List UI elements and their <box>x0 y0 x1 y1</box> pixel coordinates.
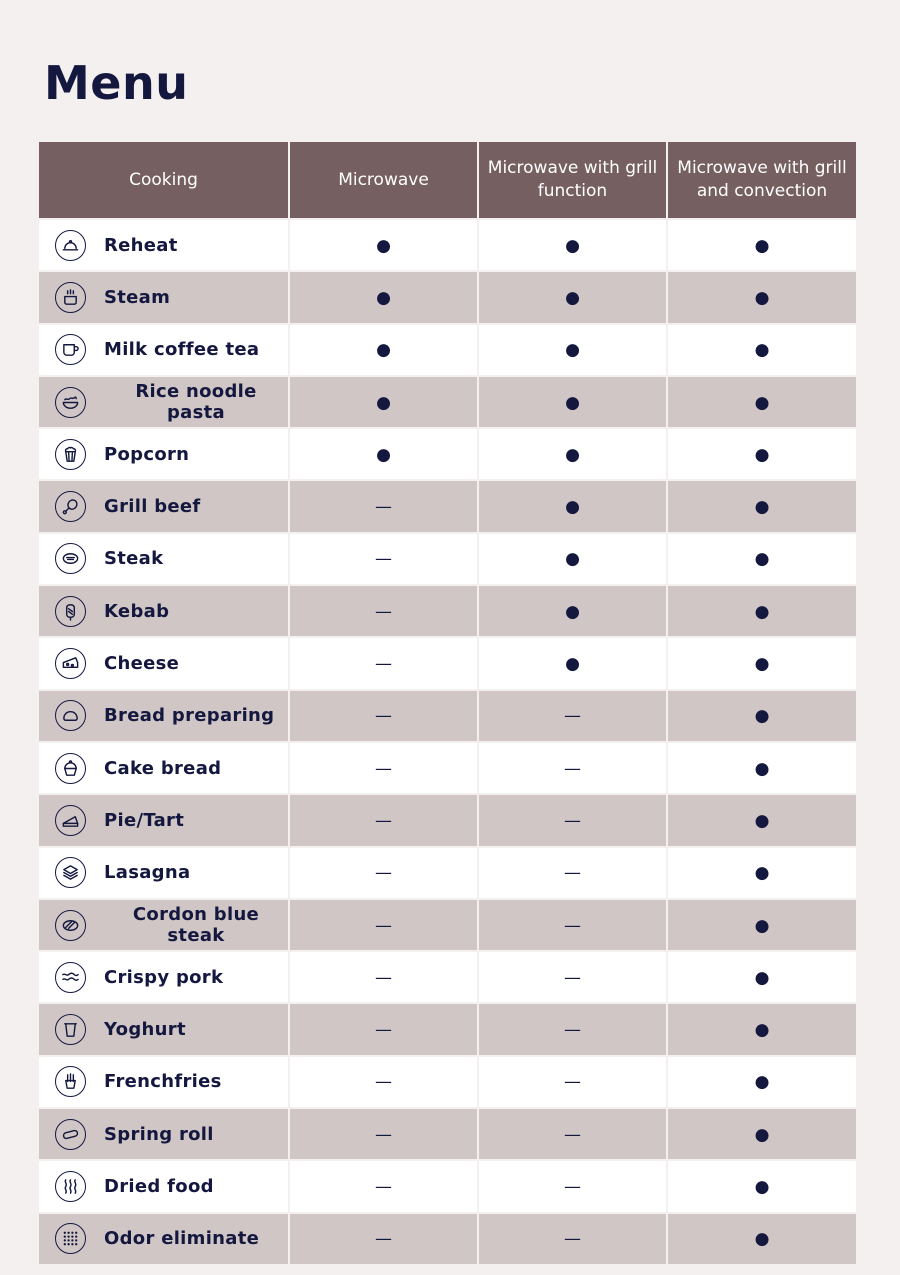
header-cooking: Cooking <box>39 142 289 219</box>
microwave-cell <box>289 1056 478 1108</box>
cooking-label: Crispy pork <box>104 966 224 988</box>
table-row <box>39 690 856 742</box>
convection-cell <box>667 376 856 428</box>
availability-mark: ● <box>754 706 770 727</box>
fries-icon <box>55 1066 86 1097</box>
kebab-icon <box>55 596 86 627</box>
convection-cell <box>667 637 856 689</box>
cooking-label: Spring roll <box>104 1123 214 1145</box>
cooking-label: Frenchfries <box>104 1071 222 1093</box>
availability-mark: — <box>375 1072 392 1093</box>
cooking-menu-table <box>39 142 856 1264</box>
cooking-cell <box>39 324 289 376</box>
steak-icon <box>55 543 86 574</box>
cupcake-icon <box>55 753 86 784</box>
microwave-cell <box>289 637 478 689</box>
grill-cell <box>478 533 667 585</box>
table-row <box>39 951 856 1003</box>
availability-mark: — <box>564 1176 581 1197</box>
availability-mark: ● <box>565 340 580 361</box>
page-title: Menu <box>44 56 189 110</box>
availability-mark: ● <box>376 444 391 465</box>
availability-mark: — <box>564 758 581 779</box>
popcorn-icon <box>55 439 86 470</box>
cheese-icon <box>55 648 86 679</box>
availability-mark: ● <box>565 497 580 518</box>
grill-cell <box>478 1108 667 1160</box>
cooking-label: Steak <box>104 548 164 570</box>
cooking-label: Bread preparing <box>104 705 275 727</box>
availability-mark: ● <box>565 392 580 413</box>
bread-icon <box>55 700 86 731</box>
convection-cell <box>667 899 856 951</box>
cooking-label: Grill beef <box>104 496 201 518</box>
availability-mark: ● <box>754 1124 770 1145</box>
cooking-cell <box>39 637 289 689</box>
table-row <box>39 376 856 428</box>
availability-mark: ● <box>754 392 770 413</box>
microwave-cell <box>289 428 478 480</box>
table-row <box>39 271 856 323</box>
header-microwave-grill: Microwave with grill function <box>478 142 667 219</box>
table-row <box>39 1160 856 1212</box>
table-row <box>39 1003 856 1055</box>
lasagna-icon <box>55 857 86 888</box>
convection-cell <box>667 847 856 899</box>
cooking-label: Odor eliminate <box>104 1228 260 1250</box>
availability-mark: — <box>375 1124 392 1145</box>
convection-cell <box>667 951 856 1003</box>
cooking-label: Milk coffee tea <box>104 339 260 361</box>
microwave-cell <box>289 533 478 585</box>
cooking-label: Yoghurt <box>104 1019 186 1041</box>
pie-slice-icon <box>55 805 86 836</box>
availability-mark: — <box>375 758 392 779</box>
availability-mark: — <box>564 915 581 936</box>
microwave-cell <box>289 847 478 899</box>
availability-mark: — <box>564 1020 581 1041</box>
spring-roll-icon <box>55 1119 86 1150</box>
drumstick-icon <box>55 491 86 522</box>
cooking-cell <box>39 847 289 899</box>
microwave-cell <box>289 1003 478 1055</box>
availability-mark: ● <box>754 810 770 831</box>
cooking-cell <box>39 742 289 794</box>
convection-cell <box>667 428 856 480</box>
convection-cell <box>667 1003 856 1055</box>
cooking-cell <box>39 1213 289 1264</box>
microwave-cell <box>289 1213 478 1264</box>
grill-cell <box>478 1160 667 1212</box>
availability-mark: — <box>375 497 392 518</box>
cup-icon <box>55 334 86 365</box>
table-row <box>39 585 856 637</box>
grill-cell <box>478 1003 667 1055</box>
availability-mark: — <box>564 1229 581 1250</box>
availability-mark: ● <box>754 915 770 936</box>
table-row <box>39 794 856 846</box>
microwave-cell <box>289 1160 478 1212</box>
grill-cell <box>478 742 667 794</box>
availability-mark: — <box>564 706 581 727</box>
grill-cell <box>478 480 667 532</box>
cooking-label: Kebab <box>104 600 170 622</box>
table-row <box>39 480 856 532</box>
availability-mark: ● <box>754 287 770 308</box>
availability-mark: ● <box>754 444 770 465</box>
cooking-cell <box>39 219 289 271</box>
header-microwave-grill-convection: Microwave with grill and convection <box>667 142 856 219</box>
availability-mark: ● <box>754 1020 770 1041</box>
availability-mark: ● <box>754 654 770 675</box>
convection-cell <box>667 324 856 376</box>
convection-cell <box>667 690 856 742</box>
convection-cell <box>667 271 856 323</box>
cooking-label: Rice noodle pasta <box>135 381 257 424</box>
bacon-icon <box>55 962 86 993</box>
cooking-label: Steam <box>104 286 171 308</box>
convection-cell <box>667 1160 856 1212</box>
convection-cell <box>667 742 856 794</box>
availability-mark: — <box>375 810 392 831</box>
cooking-label: Reheat <box>104 234 178 256</box>
cooking-cell <box>39 480 289 532</box>
convection-cell <box>667 1213 856 1264</box>
availability-mark: ● <box>565 549 580 570</box>
availability-mark: — <box>564 1072 581 1093</box>
availability-mark: — <box>564 863 581 884</box>
grill-cell <box>478 794 667 846</box>
microwave-cell <box>289 271 478 323</box>
convection-cell <box>667 1056 856 1108</box>
cooking-cell <box>39 376 289 428</box>
cooking-cell <box>39 1160 289 1212</box>
grill-cell <box>478 271 667 323</box>
convection-cell <box>667 1108 856 1160</box>
grill-cell <box>478 1213 667 1264</box>
header-microwave: Microwave <box>289 142 478 219</box>
cooking-cell <box>39 794 289 846</box>
availability-mark: ● <box>754 967 770 988</box>
cooking-label: Cordon blue steak <box>132 904 260 946</box>
table-row <box>39 428 856 480</box>
cooking-cell <box>39 899 289 951</box>
cloche-icon <box>55 230 86 261</box>
grill-cell <box>478 637 667 689</box>
cooking-label: Popcorn <box>104 443 190 465</box>
microwave-cell <box>289 219 478 271</box>
cooking-label: Cake bread <box>104 757 222 779</box>
microwave-cell <box>289 324 478 376</box>
grill-cell <box>478 585 667 637</box>
heat-waves-icon <box>55 1171 86 1202</box>
availability-mark: ● <box>376 287 391 308</box>
grill-cell <box>478 219 667 271</box>
grill-cell <box>478 324 667 376</box>
microwave-cell <box>289 899 478 951</box>
availability-mark: ● <box>565 601 580 622</box>
convection-cell <box>667 480 856 532</box>
table-header-row <box>39 142 856 219</box>
availability-mark: — <box>375 549 392 570</box>
cooking-cell <box>39 428 289 480</box>
cooking-label: Dried food <box>104 1175 214 1197</box>
convection-cell <box>667 794 856 846</box>
availability-mark: — <box>375 601 392 622</box>
cooking-cell <box>39 1056 289 1108</box>
cooking-cell <box>39 690 289 742</box>
dot-grid-icon <box>55 1223 86 1254</box>
availability-mark: ● <box>754 340 770 361</box>
cooking-cell <box>39 533 289 585</box>
availability-mark: ● <box>565 287 580 308</box>
cooking-cell <box>39 1108 289 1160</box>
microwave-cell <box>289 1108 478 1160</box>
grill-cell <box>478 376 667 428</box>
availability-mark: ● <box>565 444 580 465</box>
availability-mark: ● <box>376 235 391 256</box>
availability-mark: ● <box>565 235 580 256</box>
microwave-cell <box>289 690 478 742</box>
availability-mark: ● <box>376 340 391 361</box>
table-row <box>39 637 856 689</box>
grill-cell <box>478 899 667 951</box>
table-row <box>39 1108 856 1160</box>
steam-pot-icon <box>55 282 86 313</box>
microwave-cell <box>289 480 478 532</box>
convection-cell <box>667 585 856 637</box>
cooking-label: Cheese <box>104 653 180 675</box>
availability-mark: ● <box>754 1072 770 1093</box>
grill-cell <box>478 951 667 1003</box>
availability-mark: ● <box>754 758 770 779</box>
cooking-cell <box>39 271 289 323</box>
availability-mark: ● <box>376 392 391 413</box>
microwave-cell <box>289 742 478 794</box>
microwave-cell <box>289 376 478 428</box>
availability-mark: — <box>564 967 581 988</box>
table-row <box>39 324 856 376</box>
availability-mark: ● <box>754 497 770 518</box>
availability-mark: — <box>375 967 392 988</box>
microwave-cell <box>289 951 478 1003</box>
grill-cell <box>478 690 667 742</box>
availability-mark: — <box>375 863 392 884</box>
convection-cell <box>667 219 856 271</box>
cooking-cell <box>39 585 289 637</box>
availability-mark: ● <box>754 235 770 256</box>
availability-mark: — <box>375 915 392 936</box>
table-row <box>39 219 856 271</box>
availability-mark: — <box>564 1124 581 1145</box>
availability-mark: — <box>375 1020 392 1041</box>
table-row <box>39 899 856 951</box>
availability-mark: ● <box>754 601 770 622</box>
availability-mark: ● <box>754 549 770 570</box>
grill-cell <box>478 428 667 480</box>
availability-mark: — <box>375 706 392 727</box>
availability-mark: ● <box>754 1176 770 1197</box>
cooking-label: Lasagna <box>104 862 191 884</box>
table-row <box>39 1056 856 1108</box>
availability-mark: ● <box>754 863 770 884</box>
yoghurt-cup-icon <box>55 1014 86 1045</box>
availability-mark: ● <box>565 654 580 675</box>
cooking-cell <box>39 951 289 1003</box>
microwave-cell <box>289 794 478 846</box>
availability-mark: — <box>564 810 581 831</box>
grill-cell <box>478 1056 667 1108</box>
availability-mark: — <box>375 654 392 675</box>
cooking-cell <box>39 1003 289 1055</box>
table-row <box>39 847 856 899</box>
noodle-bowl-icon <box>55 387 86 418</box>
table-row <box>39 1213 856 1264</box>
table-row <box>39 533 856 585</box>
cordon-bleu-icon <box>55 910 86 941</box>
convection-cell <box>667 533 856 585</box>
cooking-label: Pie/Tart <box>104 809 185 831</box>
availability-mark: — <box>375 1176 392 1197</box>
table-row <box>39 742 856 794</box>
availability-mark: — <box>375 1229 392 1250</box>
availability-mark: ● <box>754 1229 770 1250</box>
microwave-cell <box>289 585 478 637</box>
grill-cell <box>478 847 667 899</box>
